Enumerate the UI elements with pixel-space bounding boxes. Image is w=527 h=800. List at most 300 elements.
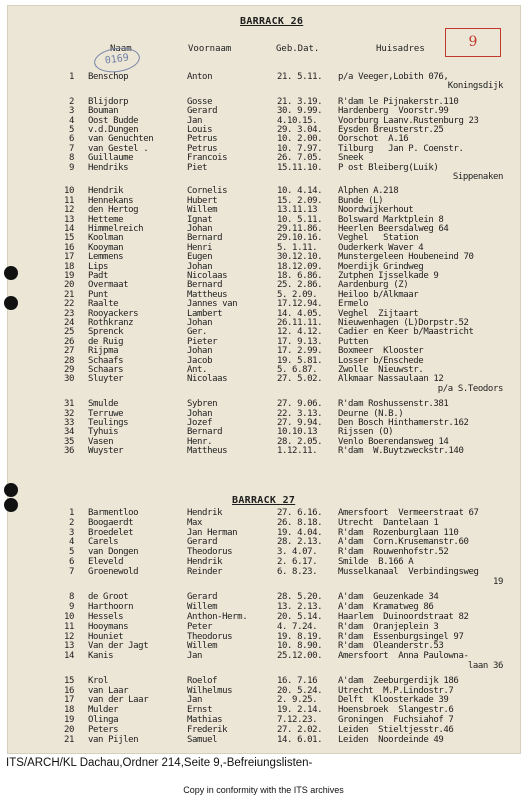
birth-date: 10. 2.00. bbox=[277, 134, 323, 145]
first-name: Anton bbox=[187, 72, 213, 82]
birth-date: 15.11.10. bbox=[277, 162, 323, 173]
surname: Mulder bbox=[88, 705, 119, 716]
address-continuation: 19 bbox=[492, 576, 503, 587]
birth-date: 16. 7.16 bbox=[277, 675, 318, 686]
surname: Boogaerdt bbox=[88, 517, 134, 528]
birth-date: 27. 2.02. bbox=[277, 724, 323, 735]
entry-number: 6 bbox=[68, 134, 74, 145]
first-name: Gosse bbox=[187, 96, 213, 107]
birth-date: 28. 2.13. bbox=[277, 537, 323, 548]
surname: Blijdorp bbox=[88, 96, 129, 107]
surname: Teulings bbox=[88, 418, 129, 428]
first-name: Eugen bbox=[187, 252, 213, 263]
surname: Kooyman bbox=[88, 242, 124, 253]
entry-number: 15 bbox=[63, 233, 74, 244]
birth-date: 21. 3.19. bbox=[277, 96, 323, 107]
birth-date: 5. 1.11. bbox=[277, 242, 318, 253]
surname: Hetteme bbox=[88, 214, 124, 225]
birth-date: 18.12.09. bbox=[277, 261, 323, 272]
home-address: Noordwijkerhout bbox=[338, 205, 414, 216]
first-name: Gerard bbox=[187, 106, 218, 117]
surname: Lips bbox=[88, 261, 109, 272]
home-address: Aardenburg (Z) bbox=[338, 280, 409, 291]
first-name: Ger. bbox=[187, 327, 208, 338]
birth-date: 27. 5.02. bbox=[277, 374, 323, 385]
home-address: Veghel Zijtaart bbox=[338, 308, 419, 319]
home-address: Ermelo bbox=[338, 299, 369, 310]
birth-date: 10. 5.11. bbox=[277, 214, 323, 225]
home-address: P ost Bleiberg(Luik) bbox=[338, 162, 439, 173]
home-address: Losser b/Enschede bbox=[338, 355, 424, 366]
birth-date: 17. 9.13. bbox=[277, 336, 323, 347]
home-address: R'dam Rozenburglaan 110 bbox=[338, 527, 459, 538]
first-name: Johan bbox=[187, 408, 213, 419]
surname: van Pijlen bbox=[88, 734, 139, 745]
home-address: Leiden Noordeinde 49 bbox=[338, 734, 444, 745]
home-address: R'dam Oleanderstr.53 bbox=[338, 641, 444, 652]
surname: Broedelet bbox=[88, 527, 134, 538]
birth-date: 4.10.15. bbox=[277, 115, 318, 126]
punch-hole bbox=[4, 498, 18, 512]
birth-date: 13.11.13 bbox=[277, 205, 318, 216]
first-name: Jan bbox=[187, 695, 203, 706]
entry-number: 36 bbox=[63, 446, 74, 457]
entry-number: 18 bbox=[63, 705, 74, 716]
first-name: Max bbox=[187, 517, 203, 528]
first-name: Johan bbox=[187, 346, 213, 357]
surname: Bouman bbox=[88, 106, 119, 117]
surname: de Groot bbox=[88, 592, 129, 603]
home-address: Deurne (N.B.) bbox=[338, 408, 404, 419]
home-address: R'dam Rouwenhofstr.52 bbox=[338, 547, 449, 558]
first-name: Henri bbox=[187, 242, 213, 253]
birth-date: 28. 2.05. bbox=[277, 436, 323, 447]
home-address: Boxmeer Klooster bbox=[338, 346, 424, 357]
first-name: Hendrik bbox=[187, 508, 223, 518]
first-name: Louis bbox=[187, 125, 213, 135]
birth-date: 10. 8.90. bbox=[277, 641, 323, 652]
surname: Tyhuis bbox=[88, 427, 119, 438]
surname: Barmentloo bbox=[88, 508, 139, 518]
entry-number: 12 bbox=[63, 205, 74, 216]
entry-number: 17 bbox=[63, 695, 74, 706]
surname: Hennekans bbox=[88, 195, 134, 206]
birth-date: 2. 9.25. bbox=[277, 695, 318, 706]
first-name: Henr. bbox=[187, 436, 213, 447]
home-address: Delft Kloosterkade 39 bbox=[338, 695, 449, 706]
home-address: Sneek bbox=[338, 153, 364, 164]
first-name: Pieter bbox=[187, 336, 218, 347]
birth-date: 19. 5.81. bbox=[277, 355, 323, 366]
home-address: Heerlen Beersdalweg 64 bbox=[338, 224, 449, 234]
home-address: Moerdijk Grindweg bbox=[338, 261, 424, 272]
surname: Smulde bbox=[88, 399, 119, 410]
home-address: A'dam Kramatweg 86 bbox=[338, 602, 434, 613]
home-address: Alphen A.218 bbox=[338, 186, 399, 197]
birth-date: 2. 6.17. bbox=[277, 557, 318, 567]
birth-date: 29.10.16. bbox=[277, 233, 323, 244]
home-address: Cadier en Keer b/Maastricht bbox=[338, 327, 474, 338]
first-name: Anthon-Herm. bbox=[187, 612, 248, 622]
birth-date: 30.12.10. bbox=[277, 252, 323, 263]
header-dob: Geb.Dat. bbox=[276, 44, 320, 54]
surname: Oost Budde bbox=[88, 115, 139, 126]
home-address: Rijssen (O) bbox=[338, 427, 394, 438]
home-address: Tilburg Jan P. Coenstr. bbox=[338, 143, 464, 154]
home-address: Zwolle Nieuwstr. bbox=[338, 365, 424, 375]
home-address: Munstergeleen Houbeneind 70 bbox=[338, 252, 474, 263]
birth-date: 22. 3.13. bbox=[277, 408, 323, 419]
entry-number: 3 bbox=[68, 527, 74, 538]
birth-date: 19. 4.04. bbox=[277, 527, 323, 538]
entry-number: 10 bbox=[63, 612, 74, 622]
birth-date: 19. 2.14. bbox=[277, 705, 323, 716]
surname: Krol bbox=[88, 675, 109, 686]
surname: Hooymans bbox=[88, 621, 129, 632]
first-name: Gerard bbox=[187, 592, 218, 603]
entry-number: 32 bbox=[63, 408, 74, 419]
birth-date: 30. 9.99. bbox=[277, 106, 323, 117]
birth-date: 7.12.23. bbox=[277, 715, 318, 725]
entry-number: 5 bbox=[68, 125, 74, 135]
first-name: Theodorus bbox=[187, 631, 233, 642]
home-address: R'dam le Pijnakerstr.110 bbox=[338, 96, 459, 107]
surname: Punt bbox=[88, 289, 109, 300]
birth-date: 5. 6.87. bbox=[277, 365, 318, 375]
entry-number: 11 bbox=[63, 195, 74, 206]
surname: Olinga bbox=[88, 715, 119, 725]
birth-date: 12. 4.12. bbox=[277, 327, 323, 338]
entry-number: 8 bbox=[68, 153, 74, 164]
entry-number: 13 bbox=[63, 641, 74, 652]
entry-number: 29 bbox=[63, 365, 74, 375]
birth-date: 26.11.11. bbox=[277, 318, 323, 328]
home-address: Utrecht Dantelaan 1 bbox=[338, 517, 439, 528]
first-name: Piet bbox=[187, 162, 208, 173]
birth-date: 27. 9.94. bbox=[277, 418, 323, 428]
entry-number: 6 bbox=[68, 557, 74, 567]
surname: Lemmens bbox=[88, 252, 124, 263]
surname: Himmelreich bbox=[88, 224, 144, 234]
surname: van Dongen bbox=[88, 547, 139, 558]
birth-date: 29. 3.04. bbox=[277, 125, 323, 135]
first-name: Petrus bbox=[187, 143, 218, 154]
header-first-name: Voornaam bbox=[188, 44, 232, 54]
home-address: Haarlem Duinoordstraat 82 bbox=[338, 612, 469, 622]
home-address: Voorburg Laanv.Rustenburg 23 bbox=[338, 115, 479, 126]
home-address: Nieuwenhagen (L)Dorpstr.52 bbox=[338, 318, 469, 328]
surname: Benschop bbox=[88, 72, 129, 82]
entry-number: 16 bbox=[63, 685, 74, 696]
surname: Guillaume bbox=[88, 153, 134, 164]
home-address: Ouderkerk Waver 4 bbox=[338, 242, 424, 253]
entry-number: 12 bbox=[63, 631, 74, 642]
birth-date: 25.12.00. bbox=[277, 651, 323, 662]
home-address: A'dam Corn.Krusemanstr.60 bbox=[338, 537, 469, 548]
surname: Houniet bbox=[88, 631, 124, 642]
entry-number: 35 bbox=[63, 436, 74, 447]
first-name: Wilhelmus bbox=[187, 685, 233, 696]
home-address: R'dam Essenburgsingel 97 bbox=[338, 631, 464, 642]
entry-number: 10 bbox=[63, 186, 74, 197]
entry-number: 7 bbox=[68, 566, 74, 577]
surname: Kanis bbox=[88, 651, 114, 662]
home-address: Groningen Fuchsiahof 7 bbox=[338, 715, 454, 725]
birth-date: 28. 5.20. bbox=[277, 592, 323, 603]
barrack-27-title: BARRACK 27 bbox=[232, 495, 296, 506]
first-name: Petrus bbox=[187, 134, 218, 145]
birth-date: 14. 6.01. bbox=[277, 734, 323, 745]
first-name: Frederik bbox=[187, 724, 228, 735]
entry-number: 1 bbox=[68, 72, 74, 82]
entry-number: 19 bbox=[63, 715, 74, 725]
surname: de Ruig bbox=[88, 336, 124, 347]
first-name: Jan bbox=[187, 651, 203, 662]
home-address: Zutphen Ijsselkade 9 bbox=[338, 271, 439, 281]
entry-number: 23 bbox=[63, 308, 74, 319]
surname: Sluyter bbox=[88, 374, 124, 385]
header-name: Naam bbox=[110, 44, 132, 54]
entry-number: 33 bbox=[63, 418, 74, 428]
first-name: Ignat bbox=[187, 214, 213, 225]
surname: Koolman bbox=[88, 233, 124, 244]
entry-number: 11 bbox=[63, 621, 74, 632]
surname: Vasen bbox=[88, 436, 114, 447]
surname: Hessels bbox=[88, 612, 124, 622]
first-name: Cornelis bbox=[187, 186, 228, 197]
address-continuation: Sippenaken bbox=[452, 172, 503, 182]
home-address: Venlo Boerendansweg 14 bbox=[338, 436, 449, 447]
home-address: Alkmaar Nassaulaan 12 bbox=[338, 374, 444, 385]
first-name: Nicolaas bbox=[187, 374, 228, 385]
surname: van der Laar bbox=[88, 695, 149, 706]
home-address: A'dam Geuzenkade 34 bbox=[338, 592, 439, 603]
home-address: Amersfoort Anna Paulowna- bbox=[338, 651, 469, 662]
birth-date: 5. 2.09. bbox=[277, 289, 318, 300]
birth-date: 27. 6.16. bbox=[277, 508, 323, 518]
first-name: Hendrik bbox=[187, 557, 223, 567]
first-name: Reinder bbox=[187, 566, 223, 577]
punch-hole bbox=[4, 266, 18, 280]
home-address: Heiloo b/Alkmaar bbox=[338, 289, 419, 300]
first-name: Peter bbox=[187, 621, 213, 632]
entry-number: 1 bbox=[68, 508, 74, 518]
birth-date: 4. 7.24. bbox=[277, 621, 318, 632]
birth-date: 26. 8.18. bbox=[277, 517, 323, 528]
birth-date: 26. 7.05. bbox=[277, 153, 323, 164]
entry-number: 2 bbox=[68, 517, 74, 528]
entry-number: 28 bbox=[63, 355, 74, 366]
entry-number: 30 bbox=[63, 374, 74, 385]
entry-number: 16 bbox=[63, 242, 74, 253]
home-address: Putten bbox=[338, 336, 369, 347]
source-reference: ITS/ARCH/KL Dachau,Ordner 214,Seite 9,-Befreiungslisten- bbox=[6, 757, 313, 769]
home-address: Leiden Stieltjesstr.46 bbox=[338, 724, 454, 735]
birth-date: 3. 4.07. bbox=[277, 547, 318, 558]
first-name: Gerard bbox=[187, 537, 218, 548]
entry-number: 14 bbox=[63, 651, 74, 662]
first-name: Mathias bbox=[187, 715, 223, 725]
entry-number: 8 bbox=[68, 592, 74, 603]
home-address: Bunde (L) bbox=[338, 195, 384, 206]
first-name: Jozef bbox=[187, 418, 213, 428]
surname: van Laar bbox=[88, 685, 129, 696]
birth-date: 1.12.11. bbox=[277, 446, 318, 457]
birth-date: 6. 8.23. bbox=[277, 566, 318, 577]
entry-number: 7 bbox=[68, 143, 74, 154]
entry-number: 17 bbox=[63, 252, 74, 263]
entry-number: 9 bbox=[68, 162, 74, 173]
first-name: Willem bbox=[187, 205, 218, 216]
surname: van Genuchten bbox=[88, 134, 154, 145]
surname: Sprenck bbox=[88, 327, 124, 338]
entry-number: 21 bbox=[63, 734, 74, 745]
first-name: Willem bbox=[187, 602, 218, 613]
birth-date: 10. 7.97. bbox=[277, 143, 323, 154]
birth-date: 29.11.86. bbox=[277, 224, 323, 234]
home-address: Veghel Station bbox=[338, 233, 419, 244]
surname: Padt bbox=[88, 271, 109, 281]
first-name: Ant. bbox=[187, 365, 208, 375]
page-number-box: 9 bbox=[445, 28, 501, 57]
first-name: Bernard bbox=[187, 427, 223, 438]
home-address: R'dam Roshussenstr.381 bbox=[338, 399, 449, 410]
surname: Schaafs bbox=[88, 355, 124, 366]
surname: Wuyster bbox=[88, 446, 124, 457]
surname: Harthoorn bbox=[88, 602, 134, 613]
surname: Overmaat bbox=[88, 280, 129, 291]
punch-hole bbox=[4, 483, 18, 497]
surname: van Gestel . bbox=[88, 143, 149, 154]
surname: Groenewold bbox=[88, 566, 139, 577]
surname: Peters bbox=[88, 724, 119, 735]
surname: Raalte bbox=[88, 299, 119, 310]
entry-number: 2 bbox=[68, 96, 74, 107]
entry-number: 34 bbox=[63, 427, 74, 438]
home-address: Utrecht M.P.Lindostr.7 bbox=[338, 685, 454, 696]
home-address: Hardenberg Voorstr.99 bbox=[338, 106, 449, 117]
home-address: Oorschot A.16 bbox=[338, 134, 409, 145]
entry-number: 14 bbox=[63, 224, 74, 234]
birth-date: 17. 2.99. bbox=[277, 346, 323, 357]
first-name: Johan bbox=[187, 261, 213, 272]
birth-date: 15. 2.09. bbox=[277, 195, 323, 206]
home-address: A'dam Zeeburgerdijk 186 bbox=[338, 675, 459, 686]
first-name: Jacob bbox=[187, 355, 213, 366]
copy-note: Copy in conformity with the ITS archives bbox=[183, 785, 344, 795]
first-name: Johan bbox=[187, 224, 213, 234]
home-address: Smilde B.166 A bbox=[338, 557, 414, 567]
address-continuation: p/a S.Teodors bbox=[437, 383, 503, 394]
entry-number: 20 bbox=[63, 724, 74, 735]
birth-date: 14. 4.05. bbox=[277, 308, 323, 319]
first-name: Samuel bbox=[187, 734, 218, 745]
first-name: Bernard bbox=[187, 280, 223, 291]
barrack-26-title: BARRACK 26 bbox=[240, 16, 304, 27]
home-address: Musselkanaal Verbindingsweg bbox=[338, 566, 479, 577]
first-name: Jan bbox=[187, 115, 203, 126]
first-name: Hubert bbox=[187, 195, 218, 206]
home-address: Den Bosch Hinthamerstr.162 bbox=[338, 418, 469, 428]
entry-number: 21 bbox=[63, 289, 74, 300]
birth-date: 10. 4.14. bbox=[277, 186, 323, 197]
entry-number: 4 bbox=[68, 115, 74, 126]
entry-number: 4 bbox=[68, 537, 74, 548]
birth-date: 10.10.13 bbox=[277, 427, 318, 438]
entry-number: 13 bbox=[63, 214, 74, 225]
entry-number: 15 bbox=[63, 675, 74, 686]
entry-number: 22 bbox=[63, 299, 74, 310]
first-name: Theodorus bbox=[187, 547, 233, 558]
home-address: R'dam Oranjeplein 3 bbox=[338, 621, 439, 632]
surname: Rooyackers bbox=[88, 308, 139, 319]
surname: Eleveld bbox=[88, 557, 124, 567]
first-name: Roelof bbox=[187, 675, 218, 686]
punch-hole bbox=[4, 296, 18, 310]
first-name: Mattheus bbox=[187, 446, 228, 457]
first-name: Willem bbox=[187, 641, 218, 652]
birth-date: 13. 2.13. bbox=[277, 602, 323, 613]
surname: Schaars bbox=[88, 365, 124, 375]
entry-number: 20 bbox=[63, 280, 74, 291]
entry-number: 3 bbox=[68, 106, 74, 117]
birth-date: 20. 5.14. bbox=[277, 612, 323, 622]
first-name: Jan Herman bbox=[187, 527, 238, 538]
entry-number: 24 bbox=[63, 318, 74, 328]
entry-number: 5 bbox=[68, 547, 74, 558]
first-name: Mattheus bbox=[187, 289, 228, 300]
home-address: Bolsward Marktplein 8 bbox=[338, 214, 444, 225]
entry-number: 27 bbox=[63, 346, 74, 357]
birth-date: 19. 8.19. bbox=[277, 631, 323, 642]
surname: Rijpma bbox=[88, 346, 119, 357]
entry-number: 26 bbox=[63, 336, 74, 347]
first-name: Johan bbox=[187, 318, 213, 328]
first-name: Jannes van bbox=[187, 299, 238, 310]
first-name: Sybren bbox=[187, 399, 218, 410]
first-name: Bernard bbox=[187, 233, 223, 244]
birth-date: 18. 6.86. bbox=[277, 271, 323, 281]
home-address: R'dam W.Buytzweckstr.140 bbox=[338, 446, 464, 457]
entry-number: 19 bbox=[63, 271, 74, 281]
first-name: Lambert bbox=[187, 308, 223, 319]
entry-number: 31 bbox=[63, 399, 74, 410]
entry-number: 18 bbox=[63, 261, 74, 272]
header-address: Huisadres bbox=[376, 44, 425, 54]
first-name: Nicolaas bbox=[187, 271, 228, 281]
first-name: Francois bbox=[187, 153, 228, 164]
birth-date: 25. 2.86. bbox=[277, 280, 323, 291]
surname: Rothkranz bbox=[88, 318, 134, 328]
home-address: Hoensbroek Slangestr.6 bbox=[338, 705, 454, 716]
home-address: Eysden Breusterstr.25 bbox=[338, 125, 444, 135]
surname: Hendriks bbox=[88, 162, 129, 173]
address-continuation: Koningsdijk bbox=[447, 81, 503, 92]
surname: v.d.Dungen bbox=[88, 125, 139, 135]
archive-stamp: 0169 bbox=[93, 45, 142, 75]
birth-date: 27. 9.06. bbox=[277, 399, 323, 410]
birth-date: 21. 5.11. bbox=[277, 72, 323, 82]
surname: den Hertog bbox=[88, 205, 139, 216]
birth-date: 20. 5.24. bbox=[277, 685, 323, 696]
surname: Carels bbox=[88, 537, 119, 548]
birth-date: 17.12.94. bbox=[277, 299, 323, 310]
address-continuation: laan 36 bbox=[467, 661, 503, 671]
home-address: p/a Veeger,Lobith 076, bbox=[338, 72, 449, 82]
surname: Terruwe bbox=[88, 408, 124, 419]
entry-number: 9 bbox=[68, 602, 74, 613]
first-name: Ernst bbox=[187, 705, 213, 716]
